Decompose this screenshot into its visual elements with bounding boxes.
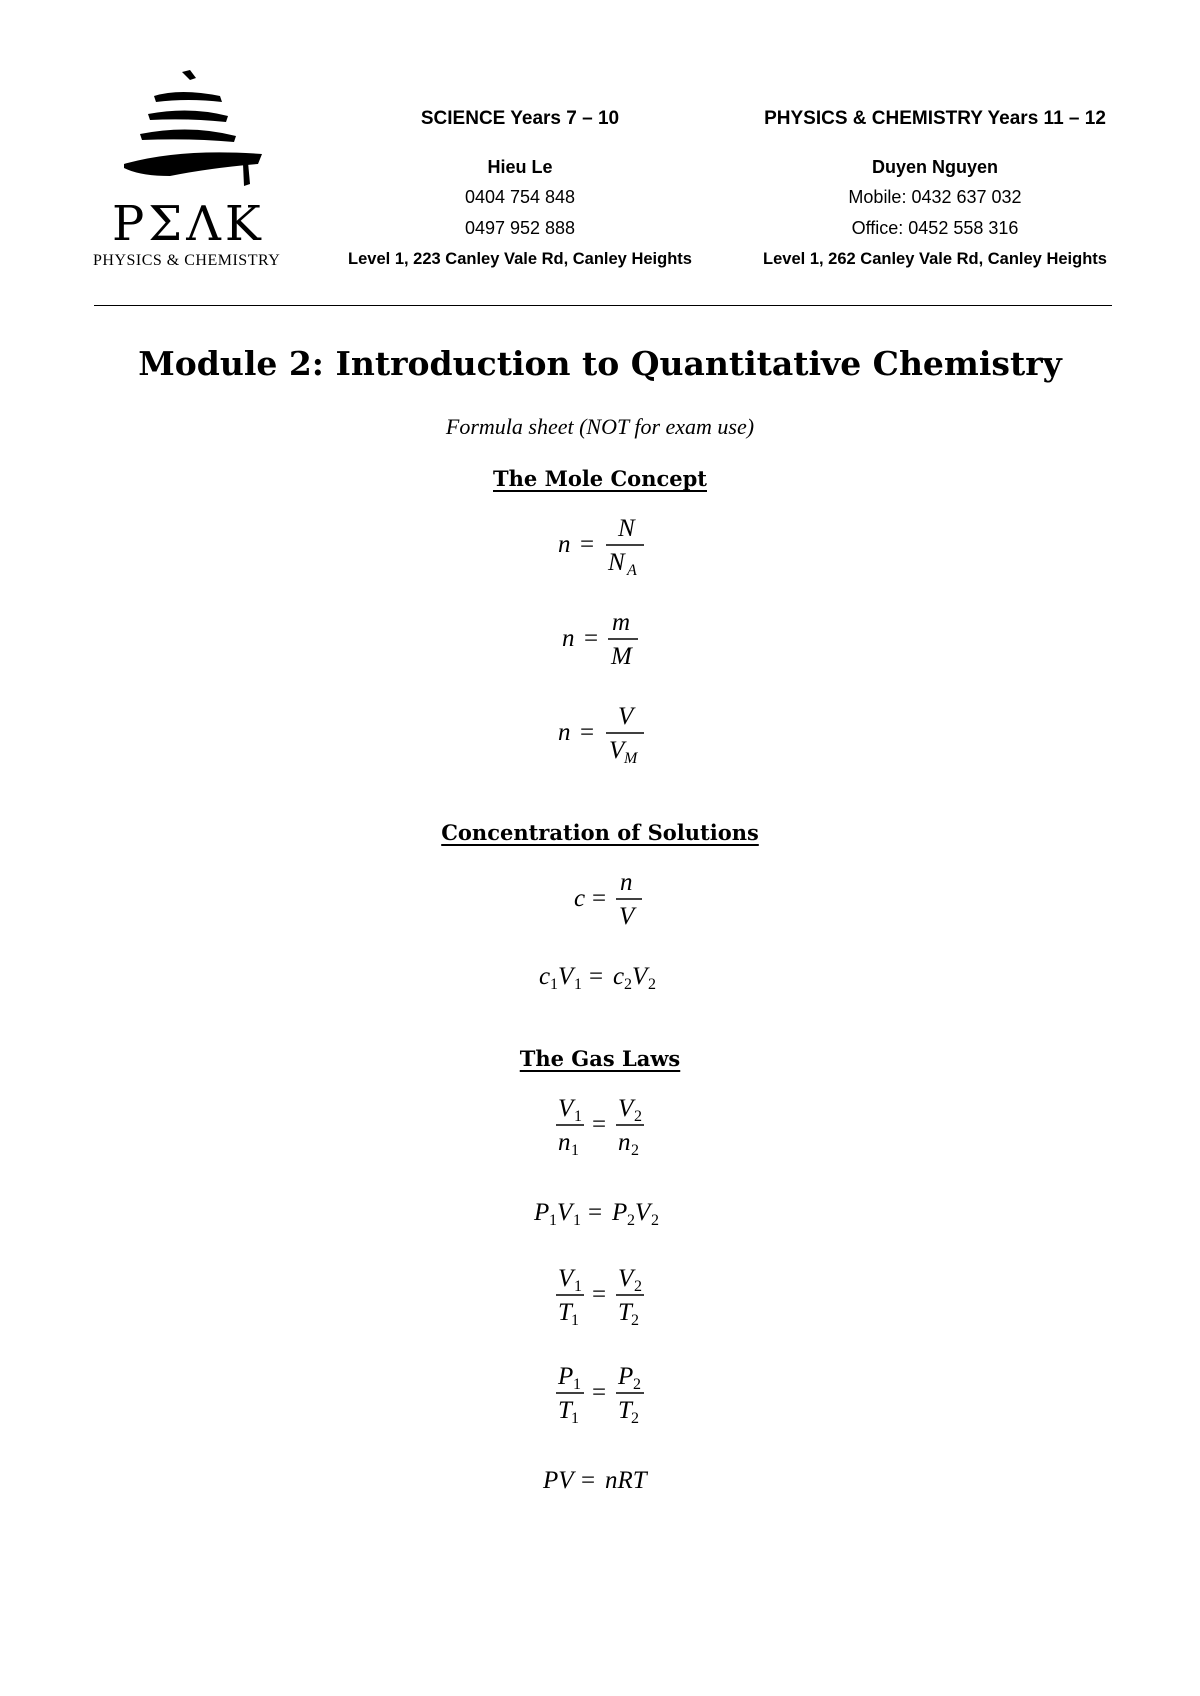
formula-ideal-gas-law bbox=[0, 1460, 1200, 1504]
svg-text:V: V bbox=[632, 963, 648, 990]
svg-text:n: n bbox=[558, 719, 571, 746]
section-title-concentration: Concentration of Solutions bbox=[441, 820, 759, 845]
svg-text:c: c bbox=[613, 963, 625, 990]
svg-text:T: T bbox=[618, 1397, 632, 1424]
formula-charles-law bbox=[0, 1262, 1200, 1332]
logo-wordmark: PΣΛK bbox=[112, 196, 265, 252]
svg-text:=: = bbox=[592, 885, 607, 912]
formula-n-equals-V-over-VM bbox=[0, 700, 1200, 770]
svg-text:=: = bbox=[592, 1111, 607, 1138]
svg-text:=: = bbox=[588, 1199, 603, 1226]
svg-text:V: V bbox=[618, 703, 634, 730]
formula-graphic bbox=[550, 866, 650, 932]
formula-graphic bbox=[550, 606, 650, 672]
formula-graphic bbox=[550, 1092, 650, 1158]
svg-text:T: T bbox=[558, 1299, 572, 1326]
svg-text:2: 2 bbox=[624, 976, 632, 993]
svg-text:2: 2 bbox=[634, 1278, 642, 1295]
page-subtitle: Formula sheet (NOT for exam use) bbox=[445, 414, 755, 439]
science-contact-block bbox=[340, 104, 700, 274]
science-heading: SCIENCE Years 7 – 10 bbox=[420, 108, 620, 129]
formula-n-equals-m-over-M bbox=[0, 606, 1200, 676]
svg-text:N: N bbox=[618, 515, 635, 542]
section-title-gas-laws: The Gas Laws bbox=[519, 1046, 681, 1071]
formula-graphic bbox=[535, 1460, 665, 1500]
formula-graphic bbox=[535, 956, 665, 996]
formula-dilution bbox=[0, 956, 1200, 1000]
formula-boyles-law bbox=[0, 1192, 1200, 1236]
formula-graphic bbox=[550, 1262, 650, 1328]
physics-chemistry-heading: PHYSICS & CHEMISTRY Years 11 – 12 bbox=[764, 108, 1106, 129]
svg-text:1: 1 bbox=[574, 976, 582, 993]
svg-text:=: = bbox=[581, 1467, 596, 1494]
page-title: Module 2: Introduction to Quantitative Chemistry bbox=[138, 344, 1062, 383]
physics-chemistry-address: Level 1, 262 Canley Vale Rd, Canley Heights bbox=[763, 250, 1107, 268]
svg-text:=: = bbox=[592, 1379, 607, 1406]
physics-chemistry-contact-block bbox=[745, 104, 1125, 274]
svg-text:n: n bbox=[558, 1129, 571, 1156]
svg-text:V: V bbox=[609, 737, 625, 764]
svg-text:2: 2 bbox=[631, 1142, 639, 1158]
science-contact-name: Hieu Le bbox=[487, 157, 553, 177]
graduation-cap-stack-icon bbox=[110, 68, 270, 198]
svg-text:1: 1 bbox=[573, 1212, 581, 1229]
svg-text:nRT: nRT bbox=[605, 1467, 647, 1494]
formula-graphic bbox=[530, 1192, 670, 1232]
formula-graphic bbox=[550, 700, 650, 766]
svg-text:P: P bbox=[618, 1363, 634, 1390]
svg-text:V: V bbox=[635, 1199, 651, 1226]
svg-text:n: n bbox=[618, 1129, 631, 1156]
svg-text:1: 1 bbox=[550, 976, 558, 993]
svg-text:m: m bbox=[612, 609, 631, 636]
svg-text:1: 1 bbox=[571, 1312, 579, 1328]
svg-text:M: M bbox=[624, 750, 638, 766]
formula-avogadro-law bbox=[0, 1092, 1200, 1162]
svg-text:=: = bbox=[580, 531, 595, 558]
svg-text:V: V bbox=[558, 1265, 574, 1292]
science-address: Level 1, 223 Canley Vale Rd, Canley Heights bbox=[348, 250, 692, 268]
formula-graphic bbox=[550, 512, 650, 578]
section-title-mole-concept: The Mole Concept bbox=[493, 466, 707, 491]
svg-text:1: 1 bbox=[573, 1376, 581, 1393]
svg-text:2: 2 bbox=[631, 1312, 639, 1328]
svg-text:V: V bbox=[558, 1095, 574, 1122]
science-phone-2: 0497 952 888 bbox=[464, 218, 576, 238]
physics-chemistry-contact-name: Duyen Nguyen bbox=[871, 157, 999, 177]
svg-text:V: V bbox=[557, 1199, 573, 1226]
svg-text:2: 2 bbox=[634, 1108, 642, 1125]
svg-text:V: V bbox=[618, 1265, 634, 1292]
page-header bbox=[0, 0, 1200, 310]
formula-n-equals-N-over-NA bbox=[0, 512, 1200, 582]
svg-text:n: n bbox=[620, 869, 633, 896]
svg-text:2: 2 bbox=[631, 1410, 639, 1426]
formula-c-equals-n-over-V bbox=[0, 866, 1200, 936]
svg-text:=: = bbox=[592, 1281, 607, 1308]
svg-text:2: 2 bbox=[627, 1212, 635, 1229]
logo-subtitle: PHYSICS & CHEMISTRY bbox=[93, 252, 281, 269]
science-phone-1: 0404 754 848 bbox=[464, 187, 576, 207]
svg-text:=: = bbox=[580, 719, 595, 746]
svg-text:P: P bbox=[558, 1363, 574, 1390]
svg-text:2: 2 bbox=[648, 976, 656, 993]
svg-text:=: = bbox=[589, 963, 604, 990]
svg-text:T: T bbox=[558, 1397, 572, 1424]
peak-logo bbox=[92, 62, 312, 277]
formula-graphic bbox=[550, 1360, 650, 1426]
svg-text:2: 2 bbox=[651, 1212, 659, 1229]
svg-text:2: 2 bbox=[633, 1376, 641, 1393]
svg-text:M: M bbox=[611, 643, 632, 670]
header-divider bbox=[94, 305, 1112, 306]
svg-text:T: T bbox=[618, 1299, 632, 1326]
svg-text:P: P bbox=[534, 1199, 550, 1226]
formula-gay-lussac-law bbox=[0, 1360, 1200, 1430]
svg-text:n: n bbox=[562, 625, 575, 652]
svg-text:A: A bbox=[627, 562, 637, 578]
svg-text:PV: PV bbox=[543, 1467, 574, 1494]
svg-text:c: c bbox=[574, 885, 586, 912]
svg-text:1: 1 bbox=[574, 1108, 582, 1125]
svg-text:n: n bbox=[558, 531, 571, 558]
svg-text:V: V bbox=[558, 963, 574, 990]
svg-text:1: 1 bbox=[549, 1212, 557, 1229]
svg-text:V: V bbox=[619, 903, 635, 930]
svg-text:1: 1 bbox=[574, 1278, 582, 1295]
svg-text:c: c bbox=[539, 963, 551, 990]
physics-chemistry-mobile: Mobile: 0432 637 032 bbox=[848, 187, 1022, 207]
svg-text:P: P bbox=[612, 1199, 628, 1226]
svg-text:=: = bbox=[584, 625, 599, 652]
svg-text:1: 1 bbox=[571, 1142, 579, 1158]
physics-chemistry-office: Office: 0452 558 316 bbox=[851, 218, 1019, 238]
svg-text:N: N bbox=[608, 549, 625, 576]
svg-text:1: 1 bbox=[571, 1410, 579, 1426]
svg-text:V: V bbox=[618, 1095, 634, 1122]
